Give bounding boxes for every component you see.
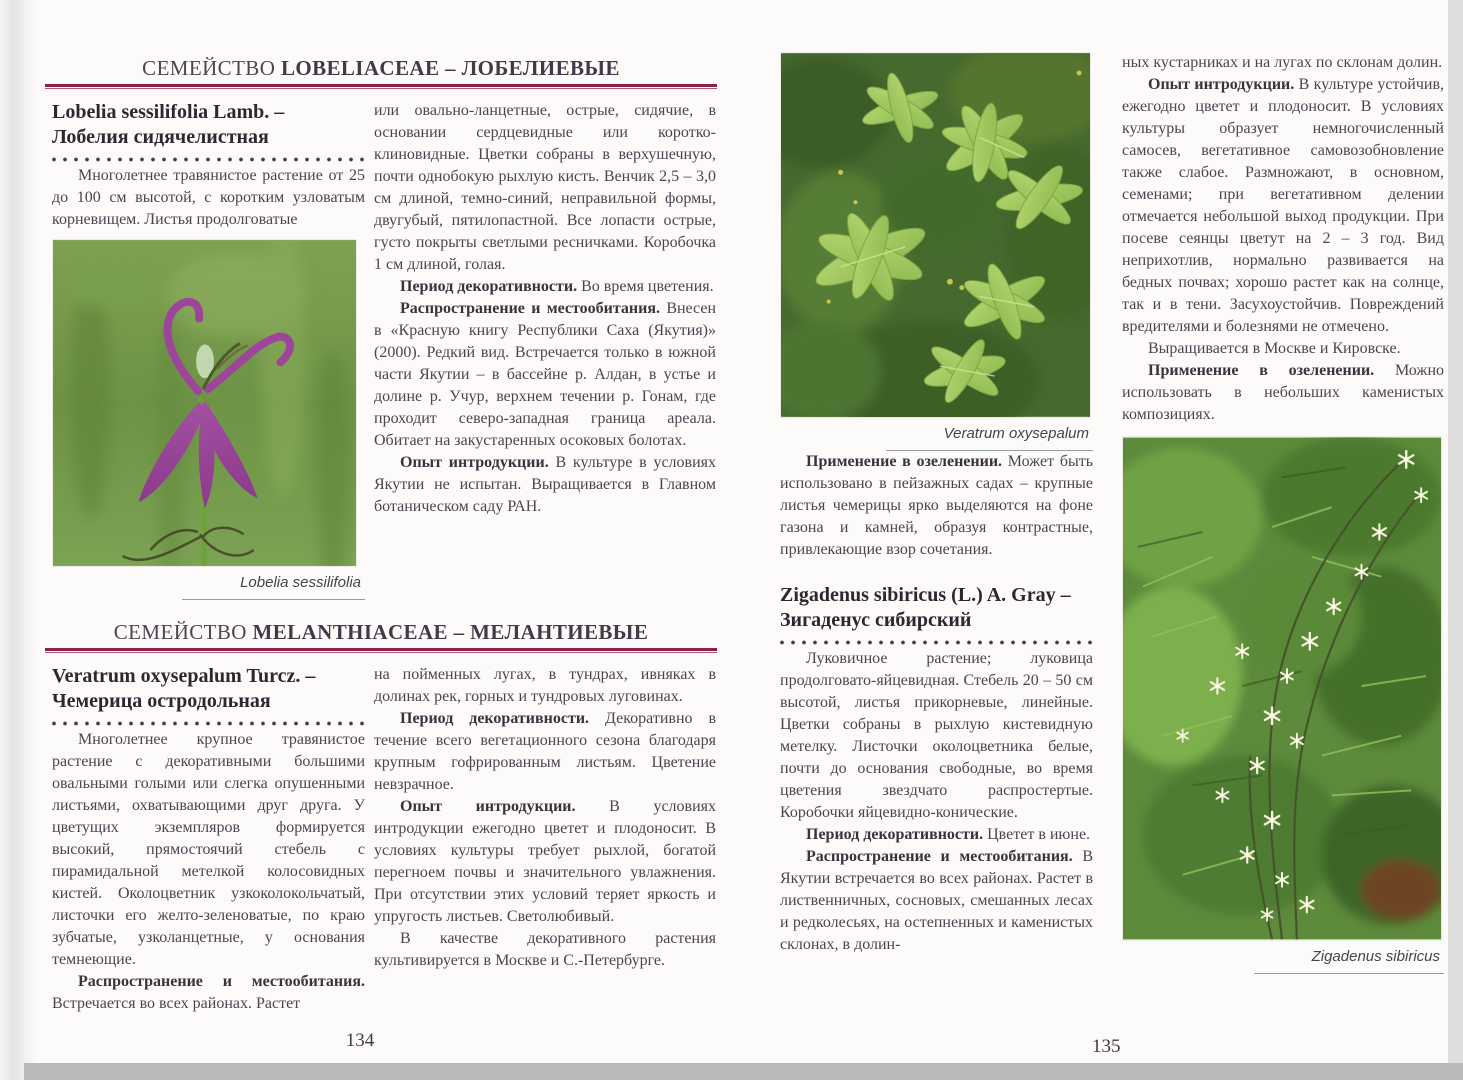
lobelia-photo-caption: Lobelia sessilifolia xyxy=(182,572,365,600)
paragraph-text: Декоративно в течение всего вегетационного сезона благодаря крупным гофрированным листьям. Цветение невзрачное. xyxy=(374,710,717,793)
photo-caption-row xyxy=(52,572,365,600)
family-header-russian: ЛОБЕЛИЕВЫЕ xyxy=(461,56,620,80)
paragraph-lead: Период декоративности. xyxy=(806,826,984,843)
veratrum-photo xyxy=(780,52,1091,418)
paragraph-text: В Якутии встречается во всех районах. Растет в лиственничных, сосновых, смешанных лесах и редколесьях, на остепненных и каменистых склонах, в долин- xyxy=(780,848,1094,953)
body-paragraph xyxy=(1122,360,1444,426)
body-paragraph: Луковичное растение; луковица продолговато-яйцевидная. Стебель 20 – 50 см высотой, листья прикорневые, линейные. Цветки собраны в рыхлую кистевидную метелку. Листочки околоцветника белые, почти до основания свободные, во время цветения звездчато распростертые. Коробочки яйцевидно-конические. xyxy=(780,650,1093,821)
scan-edge-left xyxy=(0,0,38,1080)
family-header-dash: – xyxy=(445,56,456,80)
zigadenus-photo xyxy=(1122,436,1442,941)
body-paragraph xyxy=(1122,74,1444,338)
left-page-column-2-top xyxy=(374,100,716,518)
right-page-column-1 xyxy=(780,52,1093,956)
paragraph-lead: Опыт интродукции. xyxy=(400,454,549,471)
body-paragraph xyxy=(374,276,716,298)
species-heading-latin: Veratrum oxysepalum Turcz. – xyxy=(52,665,316,687)
family-rule xyxy=(45,648,717,654)
scan-edge-right xyxy=(1448,0,1463,1063)
family-header-word: СЕМЕЙСТВО xyxy=(142,56,276,80)
zigadenus-photo-caption: Zigadenus sibiricus xyxy=(1254,946,1444,974)
paragraph-text: В условиях интродукции ежегодно цветет и плодоносит. В условиях культуры требует рыхлой, богатой перегноем почвы и значительного увлажнения. При отсутствии этих условий теряет яркость и упругость листьев. Светолюбивый. xyxy=(374,798,717,925)
paragraph-text: Может быть использовано в пейзажных садах – крупные листья чемерицы ярко выделяются на фоне газона и камней, образуя контрастные, привлекающие взор сочетания. xyxy=(780,453,1093,558)
paragraph-lead: Распространение и местообитания. xyxy=(400,300,661,317)
photo-caption-row xyxy=(780,423,1093,451)
scan-edge-bottom xyxy=(24,1063,1463,1080)
dotted-separator xyxy=(52,721,365,726)
paragraph-lead: Применение в озеленении. xyxy=(806,453,1003,470)
body-paragraph: ных кустарниках и на лугах по склонам долин. xyxy=(1122,54,1443,71)
left-page-column-2-bottom xyxy=(374,664,716,972)
body-paragraph: Многолетнее крупное травянистое растение с декоративными большими овальными голыми или слегка опушенными листьями, охватывающими друг друга. У цветущих экземпляров формируется высокий, прямостоячий стебель с пирамидальной метелкой колосовидных кистей. Околоцветник узкоколокольчатый, листочки его желто-зеленоватые, по краю зубчатые, узколанцетные, у основания темнеющие. xyxy=(52,731,365,968)
family-header-melanthiaceae xyxy=(45,620,717,645)
family-header-dash: – xyxy=(453,620,465,644)
paragraph-lead: Применение в озеленении. xyxy=(1148,362,1375,379)
body-paragraph: или овально-ланцетные, острые, сидячие, в основании сердцевидные или коротко-клиновидные. Цветки собраны в верхушечную, почти однобокую рыхлую кисть. Венчик 2,5 – 3,0 см длиной, темно-синий, неправильной формы, двугубый, пятилопастной. Все лопасти острые, густо покрыты светлыми ресничками. Коробочка 1 см длиной, голая. xyxy=(374,102,716,273)
page-number-right: 135 xyxy=(1092,1036,1121,1057)
body-paragraph xyxy=(780,824,1093,846)
body-paragraph xyxy=(374,708,716,796)
dotted-separator xyxy=(780,640,1093,645)
paragraph-text: Можно использовать в небольших каменистых композициях. xyxy=(1122,362,1444,423)
paragraph-lead: Опыт интродукции. xyxy=(1148,76,1295,93)
body-paragraph xyxy=(780,846,1093,956)
species-heading-russian: Чемерица остродольная xyxy=(52,690,271,712)
paragraph-text: Встречается во всех районах. Растет xyxy=(52,995,301,1012)
paragraph-text: Во время цветения. xyxy=(581,278,714,295)
body-paragraph xyxy=(52,971,365,1015)
family-header-latin: LOBELIACEAE xyxy=(280,56,440,80)
paragraph-lead: Распространение и местообитания. xyxy=(806,848,1073,865)
paragraph-lead: Распространение и местообитания. xyxy=(78,973,365,990)
body-paragraph: В качестве декоративного растения культивируется в Москве и С.-Петербурге. xyxy=(374,930,716,969)
dotted-separator xyxy=(52,157,365,162)
paragraph-text: Цветет в июне. xyxy=(987,826,1091,843)
left-page-column-1-bottom xyxy=(52,664,365,1015)
body-paragraph xyxy=(374,452,716,518)
lobelia-photo xyxy=(52,239,357,567)
family-header-latin: MELANTHIACEAE xyxy=(252,620,448,644)
left-page-column-1-top xyxy=(52,100,365,600)
species-heading-latin: Zigadenus sibiricus (L.) A. Gray – xyxy=(780,584,1071,606)
photo-caption-row xyxy=(1122,946,1444,974)
body-paragraph: на пойменных лугах, в тундрах, ивняках в долинах рек, горных и тундровых луговинах. xyxy=(374,666,716,705)
body-paragraph: Выращивается в Москве и Кировске. xyxy=(1148,340,1401,357)
species-heading-russian: Лобелия сидячелистная xyxy=(52,126,269,148)
paragraph-text: В культуре устойчив, ежегодно цветет и плодоносит. В условиях культуры образует немногочисленный самосев, вегетативное самовозобновление также слабое. Размножают, в основном, семенами; при вегетативном делении отмечается небольшой выход продукции. При посеве сеянцы цветут на 2 – 3 год. Вид неприхотлив, нормально развивается на бедных почвах; хорошо растет как на солнце, так и в тени. Засухоустойчив. Повреждений вредителями и болезнями не отмечено. xyxy=(1122,76,1444,335)
paragraph-text: Внесен в «Красную книгу Республики Саха (Якутия)» (2000). Редкий вид. Встречается только в южной части Якутии – в бассейне р. Алдан, в устье и долине р. Учур, верхнем течении р. Гонам, где проходит северо-западная граница ареала. Обитает на закустаренных осоковых болотах. xyxy=(374,300,717,449)
veratrum-photo-caption: Veratrum oxysepalum xyxy=(886,423,1093,451)
page-number-left: 134 xyxy=(345,1030,375,1051)
paragraph-lead: Опыт интродукции. xyxy=(400,798,576,815)
body-paragraph xyxy=(374,298,716,452)
body-paragraph xyxy=(780,451,1093,561)
paragraph-lead: Период декоративности. xyxy=(400,278,578,295)
family-rule xyxy=(45,84,717,90)
paragraph-text: В культуре в условиях Якутии не испытан. Выращивается в Главном ботаническом саду РАН. xyxy=(374,454,717,515)
body-paragraph xyxy=(374,796,716,928)
paragraph-lead: Период декоративности. xyxy=(400,710,590,727)
species-heading-latin: Lobelia sessilifolia Lamb. – xyxy=(52,101,285,123)
family-header-lobeliaceae xyxy=(45,56,717,81)
right-page-column-2 xyxy=(1122,52,1444,974)
body-paragraph: Многолетнее травянистое растение от 25 до 100 см высотой, с коротким узловатым корневищем. Листья продолговатые xyxy=(52,167,365,228)
family-header-russian: МЕЛАНТИЕВЫЕ xyxy=(470,620,649,644)
family-header-word: СЕМЕЙСТВО xyxy=(113,620,247,644)
species-heading-russian: Зигаденус сибирский xyxy=(780,609,972,631)
